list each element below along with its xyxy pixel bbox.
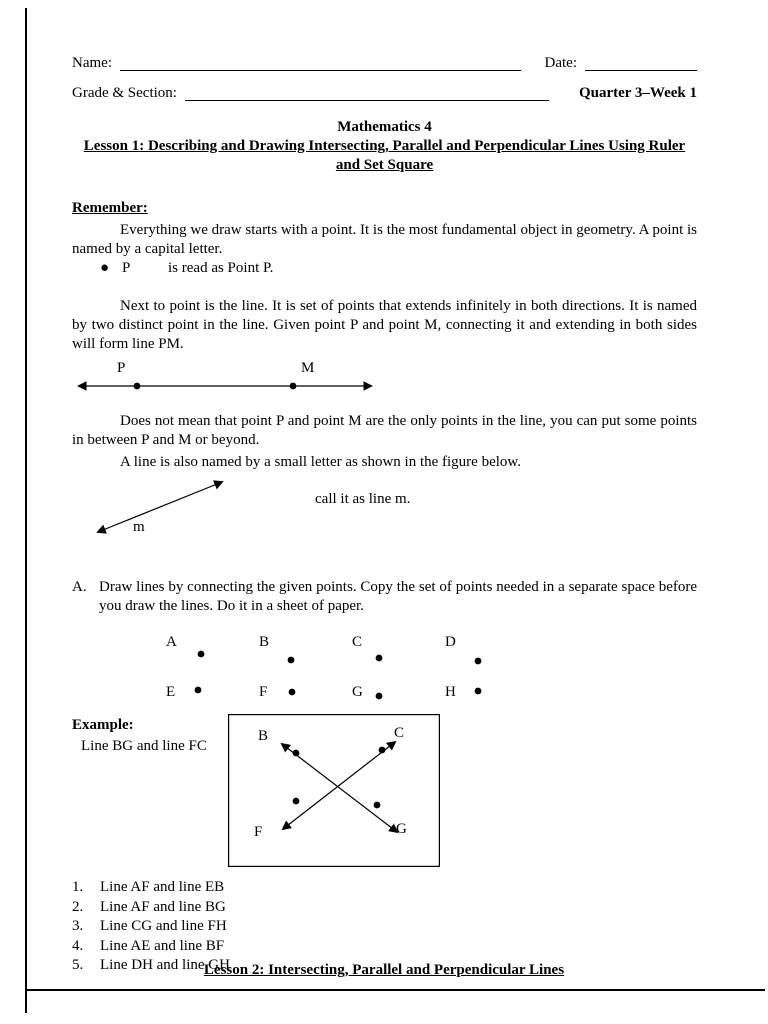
line-bg [282, 744, 397, 832]
figure-label-c: C [394, 725, 405, 741]
line-m-figure [72, 474, 697, 548]
points-grid-figure [160, 628, 580, 708]
name-label: Name: [72, 55, 112, 71]
paragraph-line: Next to point is the line. It is set of points that extends infinitely in both directions. It is named by two distinct point in the line. Given point P and point M, connecting it and extending in both sides will form line PM. [72, 298, 697, 352]
subject-title: Mathematics 4 [337, 119, 432, 135]
point-label-d: D [445, 634, 456, 650]
point-label-f: F [259, 684, 268, 700]
point-dot-c [376, 655, 383, 662]
item-number: 2. [72, 898, 84, 915]
line-m-caption: call it as line m. [315, 491, 411, 507]
item-number: 3. [72, 918, 84, 934]
remember-heading: Remember: [72, 200, 148, 216]
example-text: Line BG and line FC [81, 738, 207, 754]
item-number: 5. [72, 957, 84, 973]
item-number: 1. [72, 879, 84, 895]
list-item [72, 937, 697, 956]
point-label-e: E [166, 684, 176, 700]
point-dot-b [288, 657, 295, 664]
example-section [72, 714, 697, 874]
point-dot-g [376, 693, 383, 700]
point-label-b: B [259, 634, 270, 650]
point-dot-d [475, 658, 482, 665]
paragraph-point: Everything we draw starts with a point. It is the most fundamental object in geometry. A point is named by a capital letter. [72, 222, 697, 257]
bullet-point-letter: P [122, 260, 131, 276]
paragraph-between-points: Does not mean that point P and point M are the only points in the line, you can put some points in between P and M or beyond. [72, 413, 697, 448]
list-item [72, 878, 697, 897]
line-m [98, 482, 222, 532]
activity-a-letter: A. [72, 579, 87, 595]
point-dot-e [195, 687, 202, 694]
line-m-svg [88, 474, 238, 542]
point-p-label: P [117, 360, 126, 376]
lesson2-title: Lesson 2: Intersecting, Parallel and Perpendicular Lines [203, 962, 565, 978]
grade-section-label: Grade & Section: [72, 85, 177, 101]
point-label-c: C [352, 634, 363, 650]
line-pm-figure [73, 358, 393, 402]
paragraph-small-letter: A line is also named by a small letter as shown in the figure below. [120, 454, 522, 470]
page-border-bottom [25, 989, 765, 991]
bullet-line [100, 259, 697, 278]
example-figure [228, 714, 440, 867]
item-number: 4. [72, 937, 84, 954]
point-label-g: G [352, 684, 363, 700]
name-date-row [72, 54, 697, 73]
figure-label-f: F [254, 824, 263, 840]
figure-dot-f [293, 798, 300, 805]
quarter-week-label: Quarter 3–Week 1 [578, 85, 697, 101]
grade-quarter-row [72, 84, 697, 103]
bullet-point-text: is read as Point P. [168, 260, 274, 276]
bullet-icon: ● [100, 260, 110, 276]
line-cf [283, 742, 395, 829]
point-label-a: A [166, 634, 177, 650]
item-text: Line DH and line GH [100, 957, 230, 973]
figure-label-g: G [396, 821, 407, 837]
date-label: Date: [544, 55, 577, 71]
date-blank-line [585, 55, 697, 71]
list-item [72, 917, 697, 936]
activity-a-instruction [72, 578, 697, 616]
point-m-label: M [301, 360, 315, 376]
point-dot-f [289, 689, 296, 696]
point-m-dot [290, 383, 297, 390]
point-label-h: H [445, 684, 456, 700]
item-text: Line AF and line EB [100, 879, 225, 895]
figure-dot-b [293, 750, 300, 757]
activity-a-text: Draw lines by connecting the given points. Copy the set of points needed in a separate space before you draw the lines. Do it in a sheet of paper. [99, 579, 697, 614]
grade-section-blank-line [185, 85, 549, 101]
item-text: Line AF and line BG [100, 898, 226, 915]
point-p-dot [134, 383, 141, 390]
lesson1-title: Lesson 1: Describing and Drawing Intersecting, Parallel and Perpendicular Lines Using Ruler and Set Square [83, 138, 686, 173]
page-border-left [25, 8, 27, 1013]
line-m-label: m [133, 519, 145, 535]
example-label: Example: [72, 717, 134, 733]
point-dot-h [475, 688, 482, 695]
item-text: Line AE and line BF [100, 937, 225, 954]
figure-dot-c [379, 747, 386, 754]
item-text: Line CG and line FH [100, 918, 227, 934]
name-blank-line [120, 55, 521, 71]
point-dot-a [198, 651, 205, 658]
figure-dot-g [374, 802, 381, 809]
figure-label-b: B [258, 728, 269, 744]
list-item [72, 898, 697, 917]
